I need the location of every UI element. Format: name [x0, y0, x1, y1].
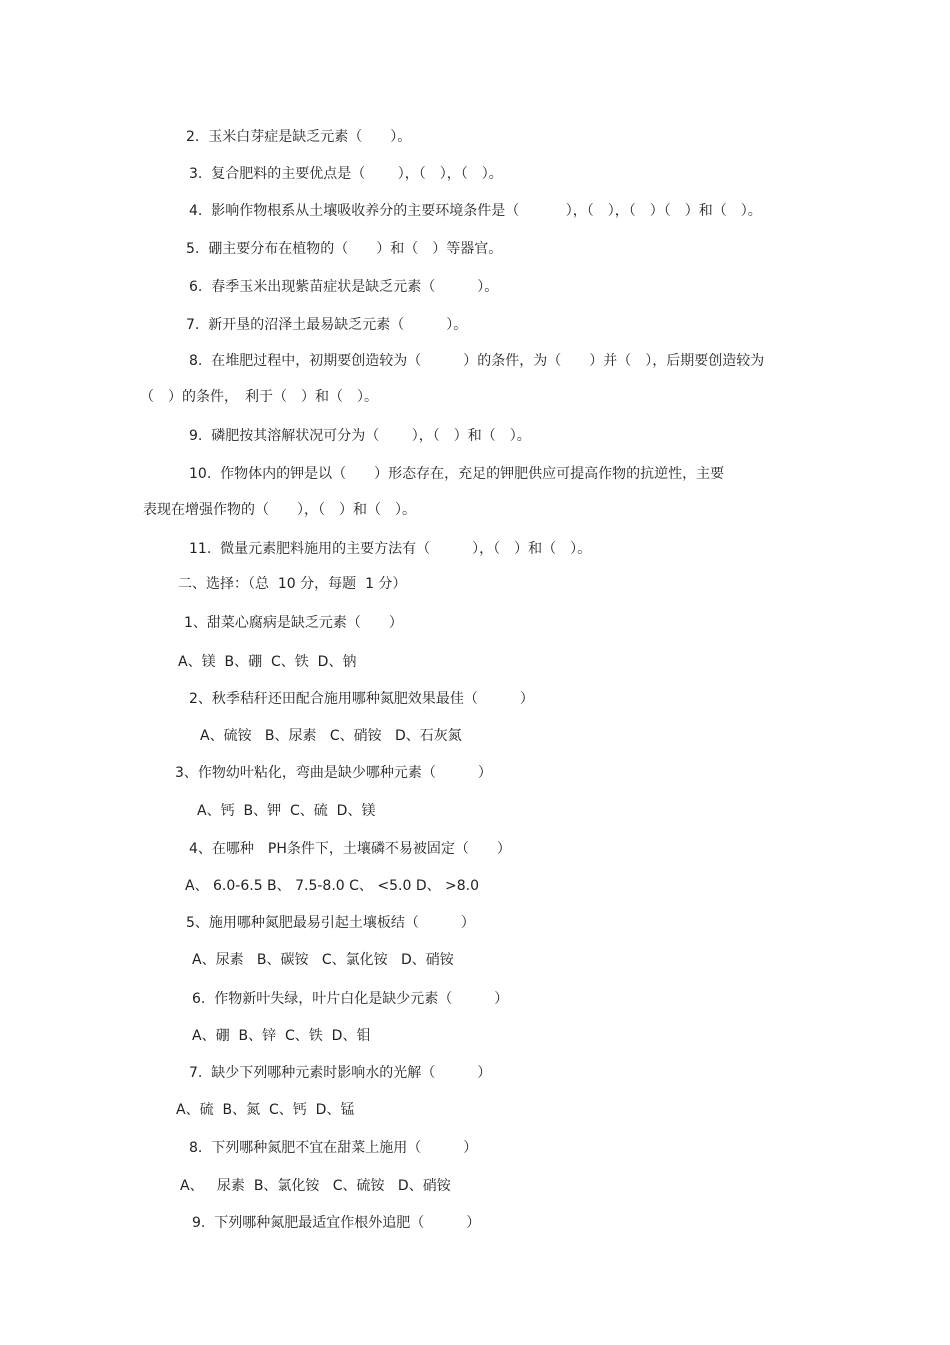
choice-q2-options: A、硫铵 B、尿素 C、硝铵 D、石灰氮	[200, 728, 462, 744]
choice-q3: 3、作物幼叶粘化，弯曲是缺少哪种元素（ ）	[175, 765, 492, 781]
choice-q5-options: A、尿素 B、碳铵 C、氯化铵 D、硝铵	[192, 952, 454, 968]
fill-blank-q6: 6. 春季玉米出现紫苗症状是缺乏元素（ ）。	[189, 279, 499, 295]
section-title-choices: 二、选择：（总 10 分，每题 1 分）	[178, 576, 407, 592]
choice-q3-options: A、钙 B、钾 C、硫 D、镁	[197, 803, 376, 819]
fill-blank-q4: 4. 影响作物根系从土壤吸收养分的主要环境条件是（ ），（ ），（ ）（ ）和（ ）。	[189, 203, 762, 219]
fill-blank-q2: 2. 玉米白芽症是缺乏元素（ ）。	[186, 129, 412, 145]
fill-blank-q5: 5. 硼主要分布在植物的（ ）和（ ）等器官。	[186, 241, 503, 257]
choice-q7-options: A、硫 B、氮 C、钙 D、锰	[176, 1102, 355, 1118]
choice-q7: 7. 缺少下列哪种元素时影响水的光解（ ）	[189, 1065, 492, 1081]
choice-q4-options: A、 6.0-6.5 B、 7.5-8.0 C、 <5.0 D、 >8.0	[185, 878, 480, 894]
fill-blank-q3: 3. 复合肥料的主要优点是（ ），（ ），（ ）。	[189, 166, 503, 182]
fill-blank-q8-cont: （ ）的条件， 利于（ ）和（ ）。	[140, 389, 378, 405]
choice-q6: 6. 作物新叶失绿，叶片白化是缺少元素（ ）	[192, 991, 509, 1007]
choice-q9: 9. 下列哪种氮肥最适宜作根外追肥（ ）	[192, 1215, 481, 1231]
fill-blank-q8: 8. 在堆肥过程中，初期要创造较为（ ）的条件，为（ ）并（ ），后期要创造较为	[189, 353, 765, 369]
fill-blank-q9: 9. 磷肥按其溶解状况可分为（ ），（ ）和（ ）。	[189, 428, 531, 444]
choice-q5: 5、施用哪种氮肥最易引起土壤板结（ ）	[186, 915, 475, 931]
choice-q8-options: A、 尿素 B、氯化铵 C、硫铵 D、硝铵	[180, 1178, 451, 1194]
choice-q4: 4、在哪种 PH条件下，土壤磷不易被固定（ ）	[189, 841, 511, 857]
choice-q6-options: A、硼 B、锌 C、铁 D、钼	[192, 1028, 371, 1044]
fill-blank-q10: 10. 作物体内的钾是以（ ）形态存在，充足的钾肥供应可提高作物的抗逆性，主要	[189, 466, 725, 482]
choice-q8: 8. 下列哪种氮肥不宜在甜菜上施用（ ）	[189, 1140, 478, 1156]
choice-q1-options: A、镁 B、硼 C、铁 D、钠	[178, 654, 357, 670]
choice-q2: 2、秋季秸秆还田配合施用哪种氮肥效果最佳（ ）	[189, 691, 534, 707]
fill-blank-q7: 7. 新开垦的沼泽土最易缺乏元素（ ）。	[186, 317, 468, 333]
fill-blank-q11: 11. 微量元素肥料施用的主要方法有（ ），（ ）和（ ）。	[189, 541, 592, 557]
choice-q1: 1、甜菜心腐病是缺乏元素（ ）	[184, 615, 403, 631]
fill-blank-q10-cont: 表现在增强作物的（ ），（ ）和（ ）。	[143, 502, 416, 518]
